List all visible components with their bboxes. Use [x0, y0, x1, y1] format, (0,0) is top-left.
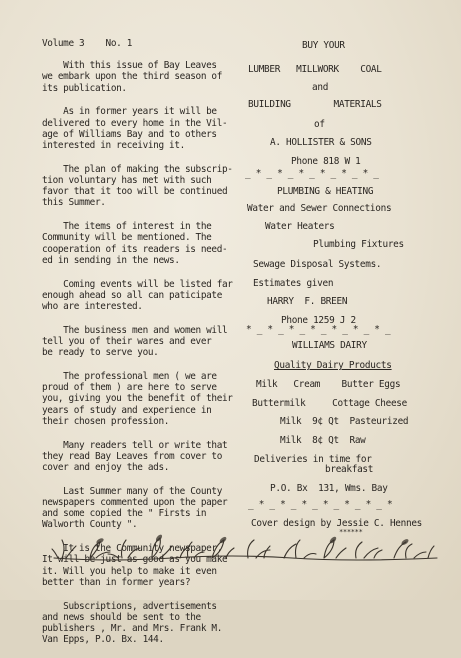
paragraph-business: The business men and women will tell you of their wares and ever be ready to serve you.	[42, 324, 228, 359]
estimates-given: Estimates given	[253, 278, 334, 289]
water-sewer-connections: Water and Sewer Connections	[247, 203, 392, 214]
milk-cream-butter-eggs: Milk Cream Butter Eggs	[256, 379, 401, 390]
milk-raw-price: Milk 8¢ Qt Raw	[280, 435, 366, 446]
sewage-disposal: Sewage Disposal Systems.	[253, 259, 382, 270]
lumber-millwork-coal: LUMBER MILLWORK COAL	[248, 64, 382, 75]
leaf-border-illustration	[52, 528, 442, 564]
building-materials: BUILDING MATERIALS	[248, 99, 382, 110]
paragraph-publishers: Subscriptions, advertisements and news should be sent to the publishers , Mr. and Mrs. Frank M. Van Epps, P.O. Bx. 144.	[42, 600, 223, 646]
hollister-phone: Phone 818 W 1	[291, 156, 361, 167]
cover-credit: Cover design by Jessie C. Hennes	[251, 518, 423, 529]
divider-3: _ * _ * _ * _ * _ * _ * _ *	[248, 499, 393, 510]
paragraph-delivery: As in former years it will be delivered to every home in the Vil- age of Williams Bay and to others interested in receiving it.	[42, 106, 228, 152]
breen-phone: Phone 1259 J 2	[281, 315, 356, 326]
plumbing-heading: PLUMBING & HEATING	[277, 186, 374, 197]
plumbing-fixtures: Plumbing Fixtures	[313, 239, 404, 250]
buttermilk-cottage-cheese: Buttermilk Cottage Cheese	[252, 398, 407, 409]
editorial-column	[42, 38, 248, 658]
buy-your-heading: BUY YOUR	[302, 40, 345, 51]
divider-2: * _ * _ * _ * _ * _ * _ * _	[246, 324, 391, 335]
hollister-name: A. HOLLISTER & SONS	[270, 137, 372, 148]
paragraph-community-newspaper: It is the Community newspaper. It will be just as good as you make it. Will you help to make it even better than in former years?	[42, 543, 228, 588]
paragraph-professional: The professional men ( we are proud of them ) are here to serve you, giving you the benefit of their years of study and experience in their chosen profession.	[42, 371, 233, 427]
deliveries-line-2: breakfast	[325, 464, 374, 475]
paragraph-readers: Many readers tell or write that they read Bay Leaves from cover to cover and enjoy the ads.	[42, 439, 228, 474]
paragraph-coming-events: Coming events will be listed far enough ahead so all can paticipate who are interested.	[42, 278, 233, 313]
breen-name: HARRY F. BREEN	[267, 296, 348, 307]
paragraph-county-papers: Last Summer many of the County newspapers commented upon the paper and some copied the " Firsts in Walworth County ".	[42, 485, 228, 531]
deliveries-line-1: Deliveries in time for	[254, 454, 372, 465]
divider-1: _ * _ * _ * _ * _ * _ * _	[245, 168, 379, 179]
cover-credit-stars: ******	[339, 528, 363, 536]
dairy-po-box: P.O. Bx 131, Wms. Bay	[270, 483, 388, 494]
of-text: of	[314, 119, 325, 130]
and-text: and	[312, 82, 329, 93]
quality-dairy-products: Quality Dairy Products	[274, 360, 392, 371]
paragraph-community-items: The items of interest in the Community will be mentioned. The cooperation of its readers is need- ed in sending in the news.	[42, 221, 228, 266]
volume-heading: Volume 3 No. 1	[42, 38, 133, 49]
water-heaters: Water Heaters	[265, 221, 335, 232]
dairy-heading: WILLIAMS DAIRY	[292, 340, 367, 351]
milk-pasteurized-price: Milk 9¢ Qt Pasteurized	[280, 416, 409, 427]
paragraph-subscription: The plan of making the subscrip- tion voluntary has met with such favor that it too will be continued this Summer.	[42, 163, 233, 209]
paragraph-intro: With this issue of Bay Leaves we embark upon the third season of its publication.	[42, 60, 223, 94]
